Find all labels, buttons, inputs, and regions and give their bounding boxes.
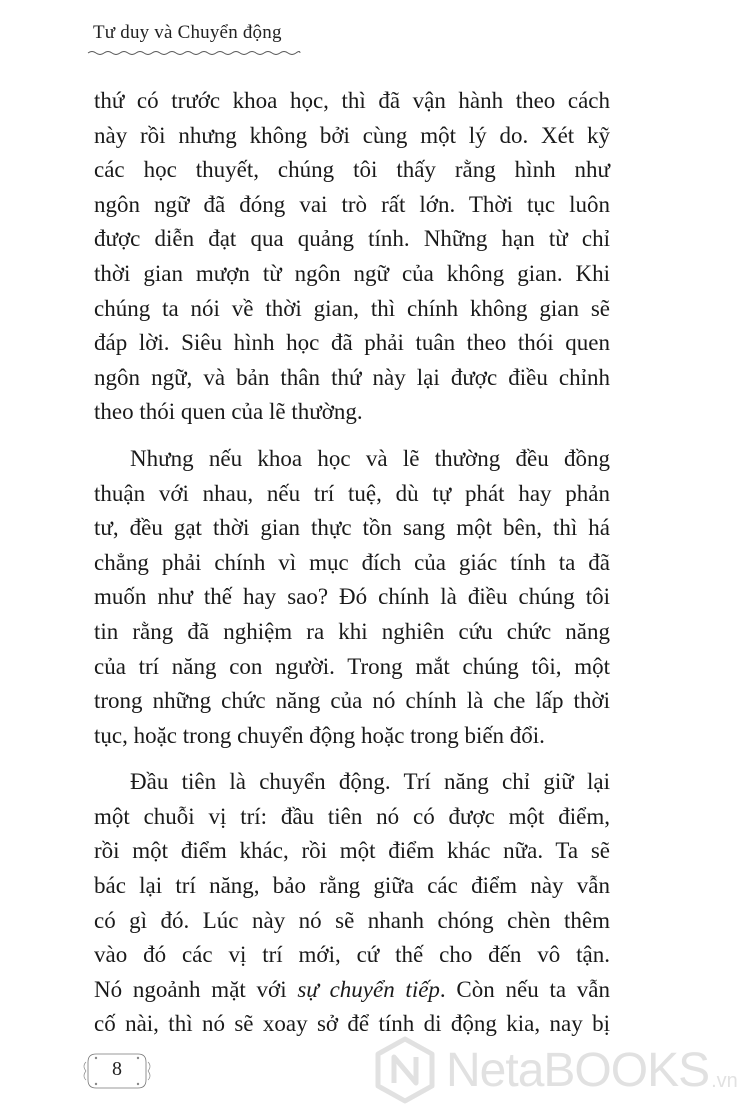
text-line: ngôn ngữ, và bản thân thứ này lại được điều chỉnh: [94, 364, 610, 390]
text-run: . Còn nếu ta vẫn: [439, 976, 610, 1002]
running-head: Tư duy và Chuyển động: [93, 22, 282, 43]
watermark: [370, 1028, 738, 1112]
text-line: rồi một điểm khác, rồi một điểm khác nữa. Ta sẽ: [94, 838, 610, 864]
paragraph-1: [94, 84, 610, 430]
text-line: Nhưng nếu khoa học và lẽ thường đều đồng: [130, 445, 610, 471]
watermark-brand: NetaBOOKS: [446, 1043, 710, 1097]
paragraph-3: [94, 765, 610, 1042]
text-line: thứ có trước khoa học, thì đã vận hành theo cách: [94, 88, 610, 113]
text-line: muốn như thế hay sao? Đó chính là điều chúng tôi: [94, 584, 610, 610]
watermark-suffix: .vn: [711, 1069, 738, 1092]
text-line: một chuỗi vị trí: đầu tiên nó có được một điểm,: [94, 803, 610, 829]
text-line: thuận với nhau, nếu trí tuệ, dù tự phát hay phản: [94, 480, 610, 506]
text-line: được diễn đạt qua quảng tính. Những hạn từ chỉ: [94, 226, 610, 252]
text-line: của trí năng con người. Trong mắt chúng tôi, một: [94, 653, 610, 679]
text-line: thời gian mượn từ ngôn ngữ của không gian. Khi: [94, 260, 610, 286]
text-line-with-italic: [94, 973, 610, 1008]
netabooks-logo-icon: [370, 1035, 440, 1105]
text-line: tin rằng đã nghiệm ra khi nghiên cứu chức năng: [94, 618, 610, 644]
header-wavy-rule: [88, 50, 300, 56]
text-line: cố nài, thì nó sẽ xoay sở để tính di động kia, nay bị: [94, 1011, 610, 1037]
text-line: các học thuyết, chúng tôi thấy rằng hình như: [94, 157, 610, 183]
text-line: ngôn ngữ đã đóng vai trò rất lớn. Thời tục luôn: [94, 191, 610, 217]
text-line: đáp lời. Siêu hình học đã phải tuân theo thói quen: [94, 330, 610, 356]
text-line: này rồi nhưng không bởi cùng một lý do. Xét kỹ: [94, 122, 610, 148]
text-line: trong những chức năng của nó chính là che lấp thời: [94, 688, 610, 714]
text-line: chúng ta nói về thời gian, thì chính không gian sẽ: [94, 295, 610, 321]
italic-phrase: sự chuyển tiếp: [297, 976, 440, 1002]
page-number: 8: [112, 1058, 122, 1080]
body-text: [94, 84, 610, 1042]
text-line: Đầu tiên là chuyển động. Trí năng chỉ giữ lại: [130, 769, 610, 795]
paragraph-2: [94, 442, 610, 753]
text-run: Nó ngoảnh mặt với: [94, 976, 298, 1002]
text-line: chẳng phải chính vì mục đích của giác tính ta đã: [94, 549, 610, 575]
text-line: tư, đều gạt thời gian thực tồn sang một bên, thì há: [94, 515, 610, 541]
text-line: bác lại trí năng, bảo rằng giữa các điểm này vẫn: [94, 873, 610, 899]
text-line: vào đó các vị trí mới, cứ thế cho đến vô tận.: [94, 942, 610, 968]
text-line: theo thói quen của lẽ thường.: [94, 399, 363, 425]
text-line: tục, hoặc trong chuyển động hoặc trong biến đổi.: [94, 722, 545, 748]
text-line: có gì đó. Lúc này nó sẽ nhanh chóng chèn thêm: [94, 907, 610, 933]
